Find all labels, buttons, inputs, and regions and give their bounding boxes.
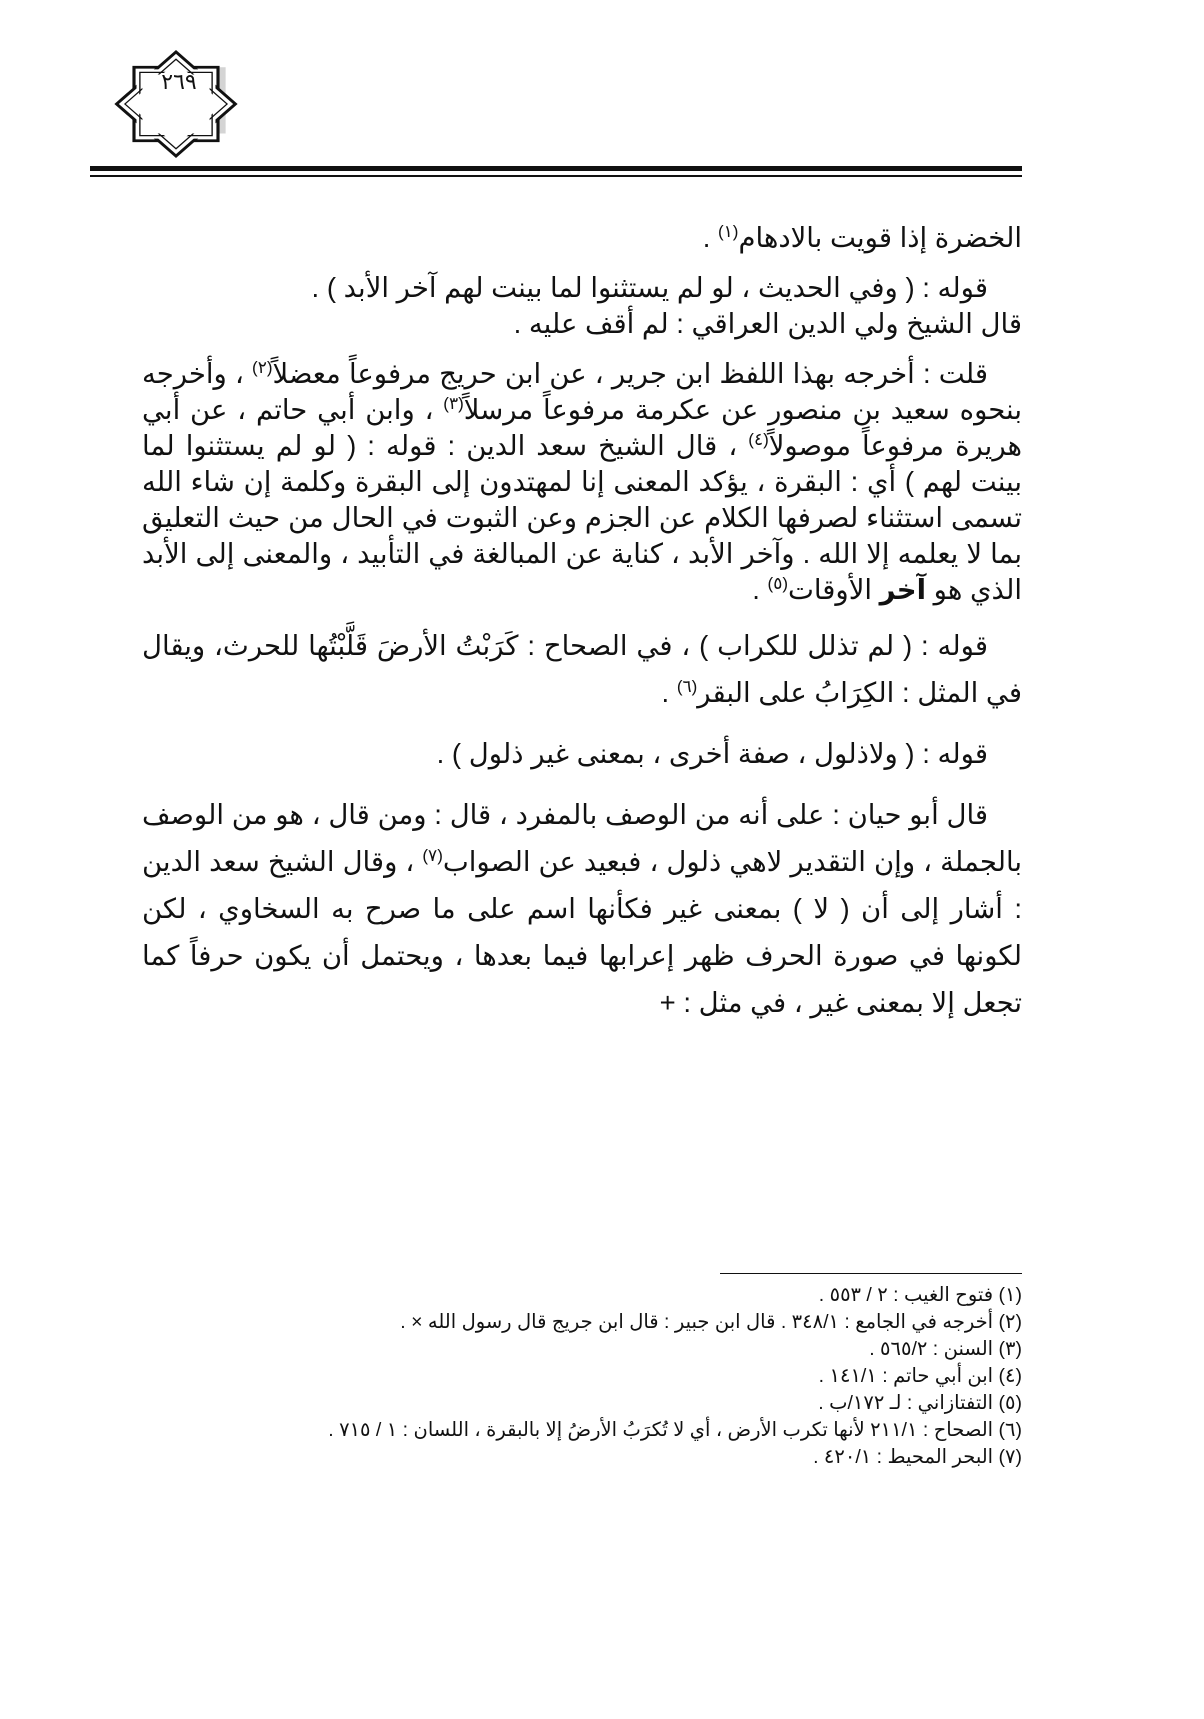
footnote-5: (٥) التفتازاني : لـ ١٧٢/ب . xyxy=(818,1392,1022,1414)
paragraph-4: قلت : أخرجه بهذا اللفظ ابن جرير ، عن ابن حريج مرفوعاً معضلاً$^{(٢)}$ ، وأخرجه بنحوه سعيد بن منصور عن عكرمة مرفوعاً مرسلاً$^{(٣)}$ ، وابن أبي حاتم ، عن أبي هريرة مرفوعاً موصولاً$^{(٤)}$ ، قال الشيخ سعد الدين : قوله : ( لو لم يستثنوا لما بينت لهم ) أي : البقرة ، يؤكد المعنى إنا لمهتدون إلى البقرة وكلمة إن شاء الله تسمى استثناء لصرفها الكلام عن الجزم وعن الثبوت في الحال من حيث التعليق بما لا يعلمه إلا الله . وآخر الأبد ، كناية عن المبالغة في التأبيد ، والمعنى إلى الأبد الذي هو آخر الأوقات$^{(٥)}$ . xyxy=(142,357,1022,605)
paragraph-6: قوله : ( ولاذلول ، صفة أخرى ، بمعنى غير ذلول ) . xyxy=(436,738,988,769)
page-number: ٢٦٩ xyxy=(161,70,197,95)
header-rule-thin xyxy=(90,175,1022,177)
footnote-ref-6: (٦) xyxy=(676,676,698,696)
footnote-4: (٤) ابن أبي حاتم : ١٤١/١ . xyxy=(818,1365,1022,1387)
bold-word: آخر xyxy=(879,574,927,605)
header-rule-thick xyxy=(90,166,1022,171)
footnote-ref-5: (٥) xyxy=(767,573,788,593)
page-number-badge xyxy=(110,38,248,158)
footnote-separator xyxy=(720,1273,1022,1274)
footnotes xyxy=(142,1282,1022,1471)
paragraph-3: قال الشيخ ولي الدين العراقي : لم أقف عليه . xyxy=(513,308,1022,339)
paragraph-5: قوله : ( لم تذلل للكراب ) ، في الصحاح : كَرَبْتُ الأرضَ قَلَّبْتُها للحرث، ويقال في المثل : الكِرَابُ على البقر$^{(٦)}$ . xyxy=(142,630,1022,708)
footnote-6: (٦) الصحاح : ٢١١/١ لأنها تكرب الأرض ، أي لا تُكرَبُ الأرضُ إلا بالبقرة ، اللسان : ١ / ٧١٥ . xyxy=(328,1419,1022,1441)
footnote-ref-7: (٧) xyxy=(422,845,443,865)
footnote-7: (٧) البحر المحيط : ٤٢٠/١ . xyxy=(813,1446,1022,1468)
footnote-ref-1: (١) xyxy=(717,221,739,241)
footnote-1: (١) فتوح الغيب : ٢ / ٥٥٣ . xyxy=(818,1284,1022,1306)
octagram-frame-icon xyxy=(110,38,248,158)
paragraph-7: قال أبو حيان : على أنه من الوصف بالمفرد ، قال : ومن قال ، هو من الوصف بالجملة ، وإن التقدير لاهي ذلول ، فبعيد عن الصواب$^{(٧)}$ ، وقال الشيخ سعد الدين : أشار إلى أن ( لا ) بمعنى غير فكأنها اسم على ما صرح به السخاوي ، لكن لكونها في صورة الحرف ظهر إعرابها فيما بعدها ، ويحتمل أن يكون حرفاً كما تجعل إلا بمعنى غير ، في مثل : + xyxy=(142,799,1023,1018)
footnote-ref-2: (٢) xyxy=(252,357,273,377)
footnote-3: (٣) السنن : ٥٦٥/٢ . xyxy=(869,1338,1022,1360)
footnote-ref-4: (٤) xyxy=(748,429,769,449)
main-text xyxy=(142,220,1022,1040)
footnote-2: (٢) أخرجه في الجامع : ٣٤٨/١ . قال ابن جبير : قال ابن جريج قال رسول الله × . xyxy=(400,1311,1022,1333)
footnote-ref-3: (٣) xyxy=(443,393,464,413)
paragraph-2: قوله : ( وفي الحديث ، لو لم يستثنوا لما بينت لهم آخر الأبد ) . xyxy=(311,272,988,303)
paragraph-1: الخضرة إذا قويت بالادهام$^{(١)}$ . xyxy=(702,221,1022,253)
